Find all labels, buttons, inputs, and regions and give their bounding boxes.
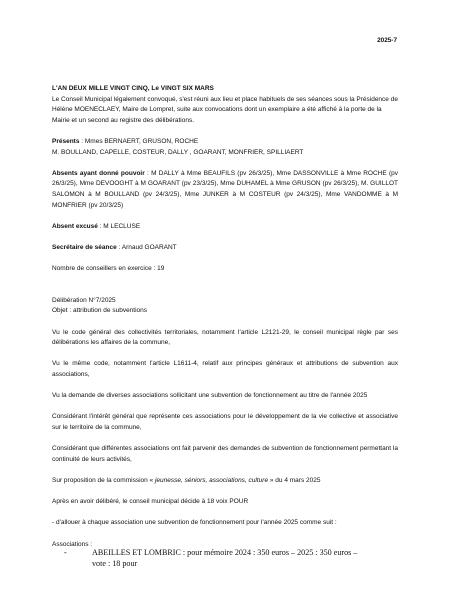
presents-line-2: M. BOULLAND, CAPELLE, COSTEUR, DALLY , GOARANT, MONFRIER, SPILLIAERT xyxy=(52,148,304,156)
allouer-line: - d'allouer à chaque association une subvention de fonctionnement pour l'année 2025 comme suit : xyxy=(52,519,337,527)
vu-paragraph-3: Vu la demande de diverses associations sollicitant une subvention de fonctionnement au titre de l'année 2025 xyxy=(52,392,368,400)
proposition-line xyxy=(52,476,398,487)
association-line-1: ABEILLES ET LOMBRIC : pour mémoire 2024 : 350 euros – 2025 : 350 euros – xyxy=(92,548,358,557)
document-reference: 2025-7 xyxy=(377,37,397,44)
absents-pouvoir-label: Absents ayant donné pouvoir xyxy=(52,169,145,177)
absents-pouvoir-text: : M DALLY à Mme BEAUFILS (pv 26/3/25), Mme DASSONVILLE à Mme ROCHE (pv 26/3/25), Mme DEVOOGHT à M GOARANT (pv 23/3/25), Mme DUHAMEL à Mme GRUSON (pv 26/3/25), M. GUILLOT SALOMON à M BOULLAND (pv 24/3/25), Mme JUNKER à M COSTEUR (pv 24/3/25), Mme VANDOMME à M MONFRIER (pv 20/3/25) xyxy=(52,169,398,209)
proposition-pre: Sur proposition de la commission « xyxy=(52,476,155,484)
considerant-paragraph-2: Considérant que différentes associations ont fait parvenir des demandes de subvention de fonctionnement permettant la continuité de leurs activités, xyxy=(52,445,398,463)
secretaire-label: Secrétaire de séance xyxy=(52,243,117,251)
vu-paragraph-2: Vu le même code, notamment l'article L1611-4, relatif aux principes généraux et attributions de subvention aux associations, xyxy=(52,360,398,379)
absent-excuse-text: : M LECLUSE xyxy=(97,222,141,230)
secretaire-line xyxy=(52,243,398,254)
association-list-item xyxy=(64,548,404,569)
absents-pouvoir-paragraph xyxy=(52,169,398,211)
presents-label: Présents xyxy=(52,137,80,145)
presents-line xyxy=(52,137,398,148)
objet-line: Objet : attribution de subventions xyxy=(52,307,148,315)
nombre-conseillers: Nombre de conseillers en exercice : 19 xyxy=(52,265,165,273)
session-heading: L'AN DEUX MILLE VINGT CINQ, Le VINGT SIX MARS xyxy=(52,85,214,92)
considerant-paragraph-1: Considérant l'intérêt général que représente ces associations pour le développement de la vie collective et associative sur le territoire de la commune, xyxy=(52,413,398,431)
absent-excuse-line xyxy=(52,222,398,233)
presents-names: : Mmes BERNAERT, GRUSON, ROCHE xyxy=(79,137,199,145)
deliberation-number: Délibération N°7/2025 xyxy=(52,296,116,304)
proposition-commission: jeunesse, séniors, associations, culture xyxy=(154,476,269,484)
secretaire-text: : Arnaud GOARANT xyxy=(116,243,177,251)
association-line-2: vote : 18 pour xyxy=(92,558,138,568)
document-body xyxy=(52,84,398,550)
list-dash: - xyxy=(64,548,67,557)
associations-label: Associations : xyxy=(52,540,93,548)
apres-deliberation: Après en avoir délibéré, le conseil municipal décide à 18 voix POUR xyxy=(52,498,249,506)
proposition-post: » du 4 mars 2025 xyxy=(268,476,321,484)
vu-paragraph-1: Vu le code général des collectivités territoriales, notamment l'article L2121-29, le conseil municipal règle par ses délibérations les affaires de la commune, xyxy=(52,328,398,347)
intro-paragraph: Le Conseil Municipal légalement convoqué, s'est réuni aux lieu et place habituels de ses séances sous la Présidence de Hélène MOENECLAEY, Maire de Lompret, suite aux convocations dont un exemplaire a été affiché à la porte de la Mairie et un second au registre des délibérations. xyxy=(52,95,398,124)
absent-excuse-label: Absent excusé xyxy=(52,222,98,230)
